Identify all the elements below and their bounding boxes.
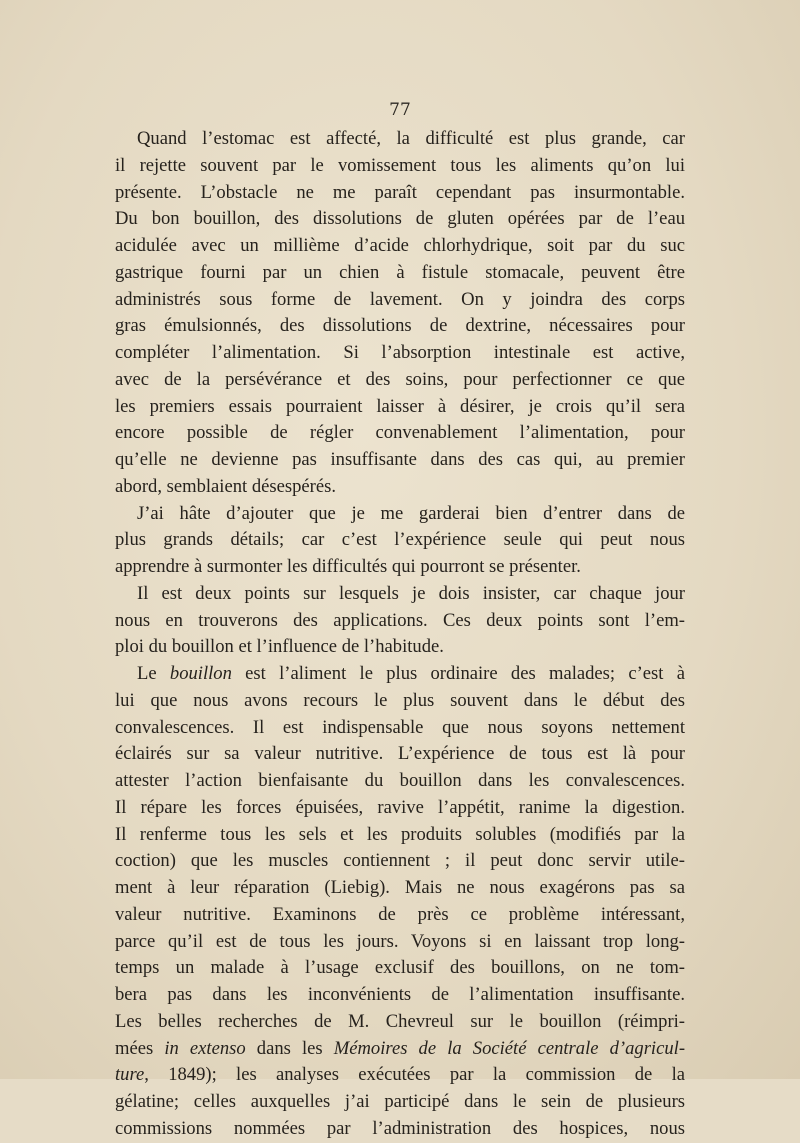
text-line: qu’elle ne devienne pas insuffisante dans des cas qui, au premier [115,449,685,470]
text-line: J’ai hâte d’ajouter que je me garderai bien d’entrer dans de [137,502,685,524]
text-line: ment à leur réparation (Liebig). Mais ne nous exagérons pas sa [115,877,685,898]
text-line: mées in extenso dans les Mémoires de la Société centrale d’agricul- [115,1037,686,1059]
text-line: compléter l’alimentation. Si l’absorption intestinale est active, [115,342,685,363]
text-line: encore possible de régler convenablement l’alimentation, pour [115,422,685,444]
text-line: Le bouillon est l’aliment le plus ordinaire des malades; c’est à [137,663,685,684]
page-number: 77 [389,100,411,120]
text-line: Il répare les forces épuisées, ravive l’appétit, ranime la digestion. [115,796,685,818]
text-line: valeur nutritive. Examinons de près ce problème intéressant, [115,903,685,925]
text-line: nous en trouverons des applications. Ces deux points sont l’em- [115,609,685,631]
text-line: attester l’action bienfaisante du bouillon dans les convalescences. [115,770,685,791]
text-line: parce qu’il est de tous les jours. Voyons si en laissant trop long- [115,930,685,952]
text-line: gras émulsionnés, des dissolutions de dextrine, nécessaires pour [115,315,685,337]
text-line: ture, 1849); les analyses exécutées par la commission de la [115,1064,685,1086]
text-line: il rejette souvent par le vomissement tous les aliments qu’on lui [115,154,685,176]
text-line: Du bon bouillon, des dissolutions de gluten opérées par de l’eau [115,208,685,230]
text-line: présente. L’obstacle ne me paraît cependant pas insurmontable. [115,181,685,203]
text-line: bera pas dans les inconvénients de l’alimentation insuffisante. [115,984,685,1005]
text-line: éclairés sur sa valeur nutritive. L’expérience de tous est là pour [115,743,685,765]
text-line: Quand l’estomac est affecté, la difficulté est plus grande, car [137,128,685,149]
text-line: Les belles recherches de M. Chevreul sur le bouillon (réimpri- [115,1010,685,1032]
text-line: abord, semblaient désespérés. [115,475,336,497]
text-line: Il renferme tous les sels et les produits solubles (modifiés par la [115,823,685,845]
text-line: Il est deux points sur lesquels je dois insister, car chaque jour [137,582,685,604]
text-line: ploi du bouillon et l’influence de l’habitude. [115,636,444,658]
text-line: acidulée avec un millième d’acide chlorhydrique, soit par du suc [115,235,685,256]
text-line: administrés sous forme de lavement. On y joindra des corps [115,288,685,310]
text-line: temps un malade à l’usage exclusif des bouillons, on ne tom- [115,957,685,979]
text-line: commissions nommées par l’administration des hospices, nous [115,1117,685,1139]
text-line: coction) que les muscles contiennent ; il peut donc servir utile- [115,850,685,872]
text-line: convalescences. Il est indispensable que nous soyons nettement [115,716,685,738]
text-line: lui que nous avons recours le plus souvent dans le début des [115,689,685,711]
text-line: apprendre à surmonter les difficultés qui pourront se présenter. [115,556,581,577]
text-line: gastrique fourni par un chien à fistule stomacale, peuvent être [115,261,685,283]
text-line: les premiers essais pourraient laisser à désirer, je crois qu’il sera [115,395,685,417]
text-line: avec de la persévérance et des soins, pour perfectionner ce que [115,368,685,390]
text-line: plus grands détails; car c’est l’expérience seule qui peut nous [115,529,685,551]
body-text [115,126,685,1143]
text-line: gélatine; celles auxquelles j’ai participé dans le sein de plusieurs [115,1091,685,1112]
